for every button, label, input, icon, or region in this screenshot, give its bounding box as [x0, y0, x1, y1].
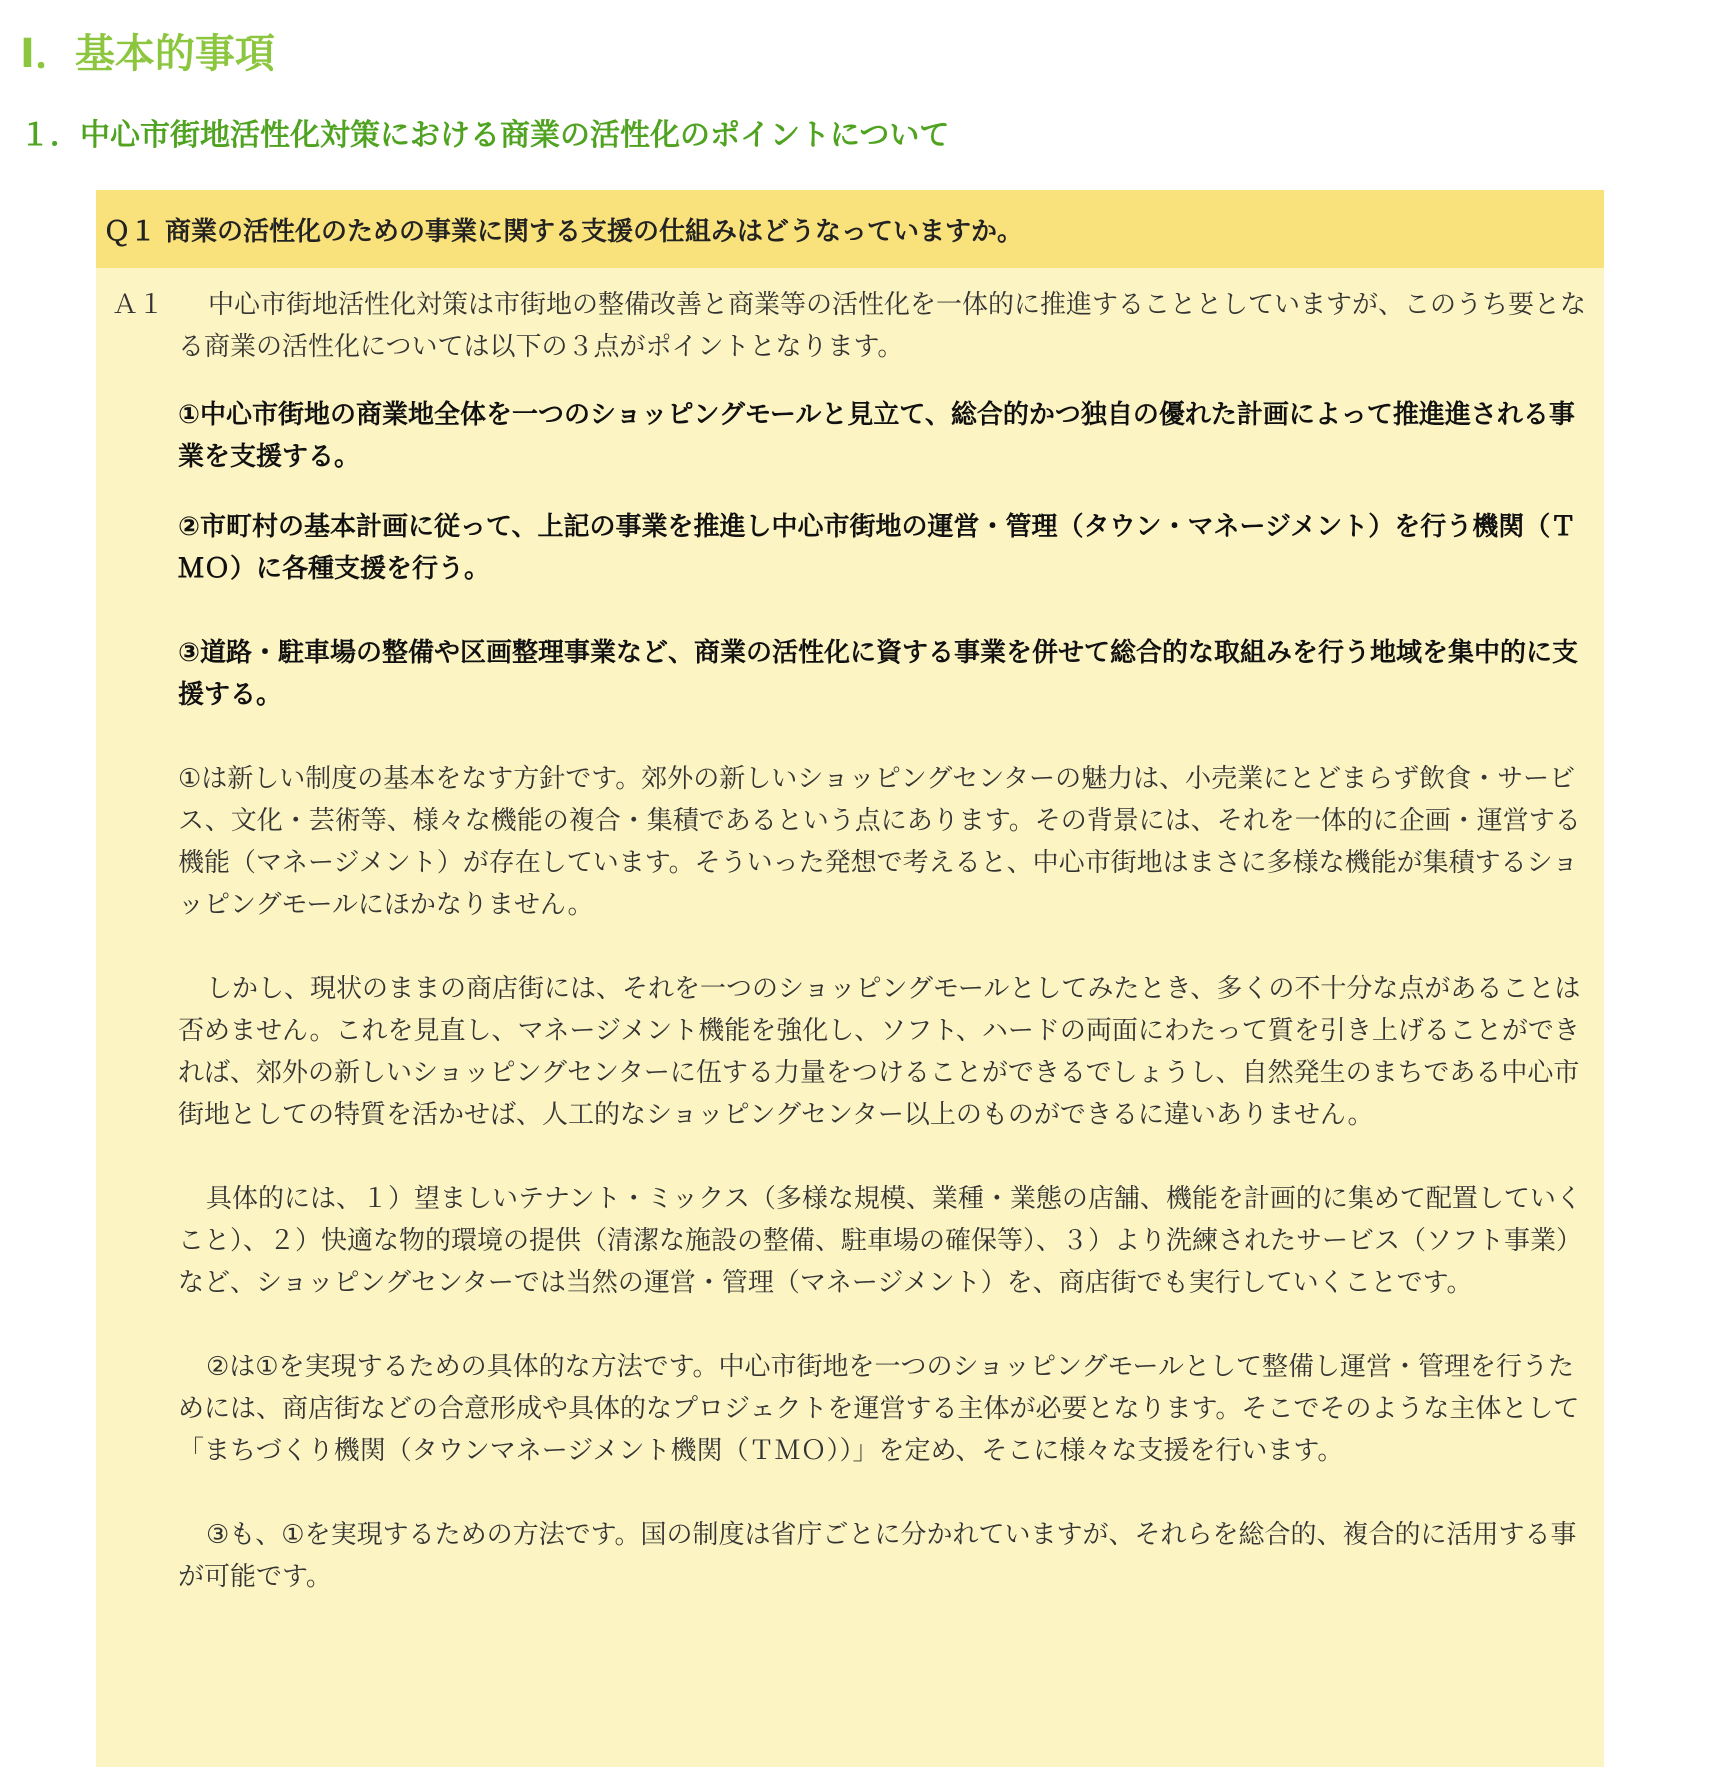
- answer-label: Ａ１: [112, 290, 165, 320]
- point-1: ①中心市街地の商業地全体を一つのショッピングモールと見立て、総合的かつ独自の優れた計画によって推進進される事業を支援する。: [178, 400, 1575, 472]
- question-bar: [96, 190, 1604, 268]
- section-title: Ⅰ．基本的事項: [20, 31, 275, 77]
- answer-intro: 中心市街地活性化対策は市街地の整備改善と商業等の活性化を一体的に推進することとしていますが、このうち要となる商業の活性化については以下の３点がポイントとなります。: [178, 290, 1587, 362]
- subsection-title: １．中心市街地活性化対策における商業の活性化のポイントについて: [20, 118, 950, 153]
- answer-paragraph-5: ③も、①を実現するための方法です。国の制度は省庁ごとに分かれていますが、それらを総合的、複合的に活用する事が可能です。: [178, 1520, 1577, 1592]
- answer-paragraph-4: ②は①を実現するための具体的な方法です。中心市街地を一つのショッピングモールとして整備し運営・管理を行うためには、商店街などの合意形成や具体的なプロジェクトを運営する主体が必要となります。そこでそのような主体として「まちづくり機関（タウンマネージメント機関（ＴＭＯ））」を定め、そこに様々な支援を行います。: [178, 1352, 1580, 1466]
- answer-paragraph-1: ①は新しい制度の基本をなす方針です。郊外の新しいショッピングセンターの魅力は、小売業にとどまらず飲食・サービス、文化・芸術等、様々な機能の複合・集積であるという点にあります。その背景には、それを一体的に企画・運営する機能（マネージメント）が存在しています。そういった発想で考えると、中心市街地はまさに多様な機能が集積するショッピングモールにほかなりません。: [178, 764, 1581, 920]
- point-2: ②市町村の基本計画に従って、上記の事業を推進し中心市街地の運営・管理（タウン・マネージメント）を行う機関（ＴＭＯ）に各種支援を行う。: [178, 512, 1577, 584]
- answer-paragraph-2: しかし、現状のままの商店街には、それを一つのショッピングモールとしてみたとき、多くの不十分な点があることは否めません。これを見直し、マネージメント機能を強化し、ソフト、ハードの両面にわたって質を引き上げることができれば、郊外の新しいショッピングセンターに伍する力量をつけることができるでしょうし、自然発生のまちである中心市街地としての特質を活かせば、人工的なショッピングセンター以上のものができるに違いありません。: [178, 974, 1581, 1130]
- question-text: Ｑ１ 商業の活性化のための事業に関する支援の仕組みはどうなっていますか。: [104, 216, 1024, 247]
- point-3: ③道路・駐車場の整備や区画整理事業など、商業の活性化に資する事業を併せて総合的な取組みを行う地域を集中的に支援する。: [178, 638, 1579, 710]
- qa-box: [96, 190, 1604, 1767]
- answer-paragraph-3: 具体的には、１）望ましいテナント・ミックス（多様な規模、業種・業態の店舗、機能を計画的に集めて配置していくこと）、２）快適な物的環境の提供（清潔な施設の整備、駐車場の確保等）、３）より洗練されたサービス（ソフト事業）など、ショッピングセンターでは当然の運営・管理（マネージメント）を、商店街でも実行していくことです。: [178, 1184, 1583, 1298]
- answer-body: [178, 284, 1594, 1640]
